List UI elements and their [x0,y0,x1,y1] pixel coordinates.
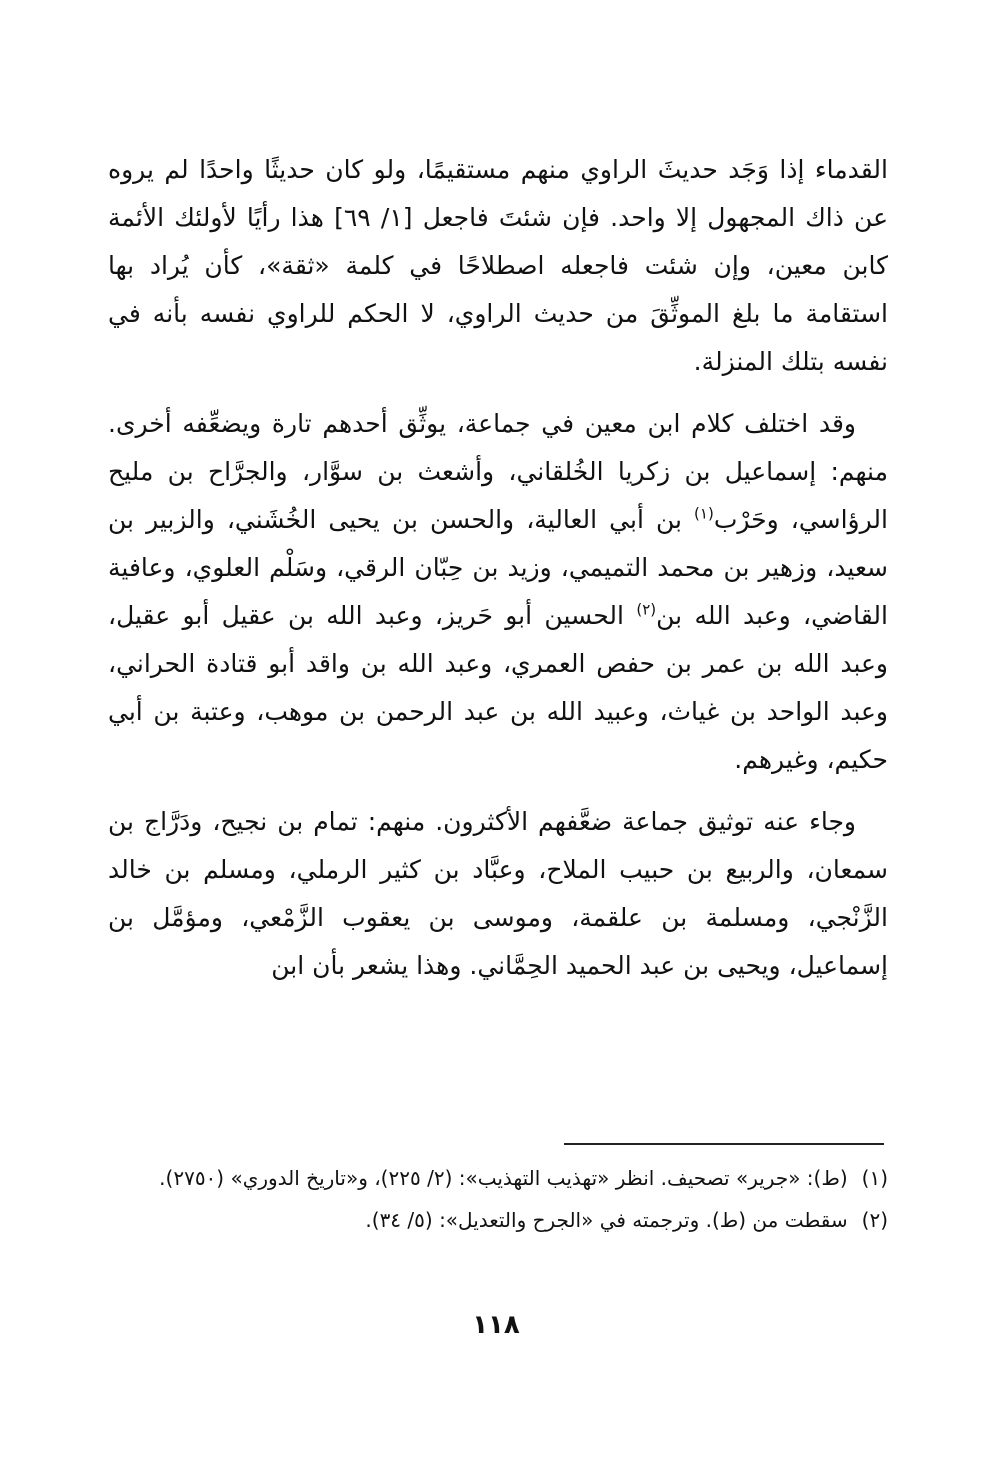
footnote-1-number: (١) [861,1166,888,1190]
footnote-1-text: (ط): «جرير» تصحيف. انظر «تهذيب التهذيب»: (٢/ ٢٢٥)، و«تاريخ الدوري» (٢٧٥٠). [159,1166,848,1190]
page-number: ١١٨ [472,1310,520,1340]
footnote-ref-1: (١) [694,504,714,523]
main-text [108,146,888,1004]
paragraph-3 [108,798,888,990]
footnote-1 [108,1160,888,1196]
paragraph-1 [108,146,888,386]
paragraph-2-text-b: بن أبي العالية، والحسن بن يحيى الخُشَني، والزبير بن سعيد، وزهير بن محمد التميمي، وزيد بن حِبّان الرقي، وسَلْم العلوي، وعافية القاضي، وعبد الله بن [108,505,888,630]
paragraph-2 [108,400,888,784]
footnote-separator [564,1143,884,1145]
paragraph-3-text: وجاء عنه توثيق جماعة ضعَّفهم الأكثرون. منهم: تمام بن نجيح، ودَرَّاج بن سمعان، والربيع بن حبيب الملاح، وعبَّاد بن كثير الرملي، ومسلم بن خالد الزَّنْجي، ومسلمة بن علقمة، وموسى بن يعقوب الزَّمْعي، ومؤمَّل بن إسماعيل، ويحيى بن عبد الحميد الحِمَّاني. وهذا يشعر بأن ابن [108,807,888,980]
footnote-2 [108,1202,888,1238]
footnote-ref-2: (٢) [636,600,657,619]
paragraph-2-text-c: الحسين أبو حَريز، وعبد الله بن عقيل أبو عقيل، وعبد الله بن عمر بن حفص العمري، وعبد الله بن واقد أبو قتادة الحراني، وعبد الواحد بن غياث، وعبيد الله بن عبد الرحمن بن موهب، وعتبة بن أبي حكيم، وغيرهم. [108,601,888,774]
footnote-2-number: (٢) [861,1208,888,1232]
footnote-2-text: سقطت من (ط). وترجمته في «الجرح والتعديل»: (٥/ ٣٤). [365,1208,848,1232]
footnotes [108,1160,888,1244]
paragraph-1-text: القدماء إذا وَجَد حديثَ الراوي منهم مستقيمًا، ولو كان حديثًا واحدًا لم يروه عن ذاك المجهول إلا واحد. فإن شئتَ فاجعل [١/ ٦٩] هذا رأيًا لأولئك الأئمة كابن معين، وإن شئت فاجعله اصطلاحًا في كلمة «ثقة»، كأن يُراد بها استقامة ما بلغ الموثِّقَ من حديث الراوي، لا الحكم للراوي نفسه بأنه في نفسه بتلك المنزلة. [108,155,888,376]
paragraph-2-text-a: وقد اختلف كلام ابن معين في جماعة، يوثِّق أحدهم تارة ويضعِّفه أخرى. منهم: إسماعيل بن زكريا الخُلقاني، وأشعث بن سوَّار، والجرَّاح بن مليح الرؤاسي، وحَرْب [108,409,888,534]
